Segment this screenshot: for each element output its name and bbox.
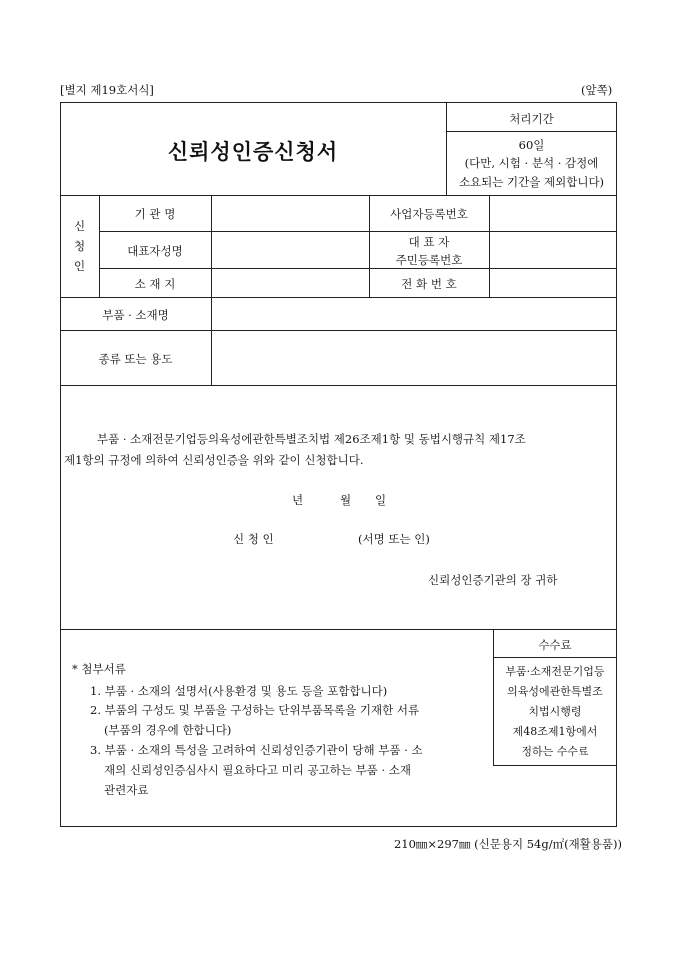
date-year-label: 년 (292, 493, 304, 507)
document-title: 신뢰성인증신청서 (167, 139, 339, 164)
date-day-label: 일 (375, 493, 387, 507)
org-name-label: 기 관 명 (134, 207, 176, 221)
addressee: 신뢰성인증기관의 장 귀하 (428, 573, 558, 587)
org-name-field[interactable] (213, 197, 367, 229)
page-side-label: (앞쪽) (581, 83, 613, 97)
statement-text: 제1항의 규정에 의하여 신뢰성인증을 위와 같이 신청합니다. (64, 453, 364, 467)
date-month-label: 월 (340, 493, 352, 507)
rep-name-label: 대표자성명 (127, 244, 183, 258)
processing-note: (다만, 시험 · 분석 · 감정에 (464, 156, 599, 170)
applicant-signature-label: 신 청 인 (233, 532, 274, 546)
fee-description: 의육성에관한특별조 (507, 685, 603, 698)
paper-spec: 210㎜×297㎜ (신문용지 54g/㎡(재활용품)) (393, 837, 622, 851)
rep-id-label: 대 표 자 (408, 235, 450, 249)
processing-days: 60일 (518, 138, 545, 152)
attachment-item: 1. 부품 · 소재의 설명서(사용환경 및 용도 등을 포함합니다) (90, 684, 388, 698)
rep-id-label: 주민등록번호 (395, 253, 463, 267)
signature-field[interactable] (290, 527, 354, 547)
processing-period-label: 처리기간 (509, 112, 554, 126)
fee-description: 정하는 수수료 (521, 745, 589, 758)
attachment-item: 2. 부품의 구성도 및 부품을 구성하는 단위부품목록을 기재한 서류 (90, 703, 420, 717)
business-reg-label: 사업자등록번호 (390, 207, 468, 221)
attachment-item: 관련자료 (104, 783, 149, 797)
applicant-side-label: 신 (73, 219, 86, 233)
fee-label: 수수료 (538, 638, 572, 652)
fee-description: 제48조제1항에서 (512, 725, 598, 738)
attachment-item: 3. 부품 · 소재의 특성을 고려하여 신뢰성인증기관이 당해 부품 · 소 (90, 743, 423, 757)
attachments-heading: * 첨부서류 (72, 662, 126, 676)
business-reg-field[interactable] (491, 197, 615, 229)
phone-label: 전 화 번 호 (401, 277, 457, 291)
rep-name-field[interactable] (213, 233, 367, 266)
form-number: [별지 제19호서식] (60, 83, 154, 97)
applicant-side-label: 인 (73, 259, 86, 273)
address-label: 소 재 지 (134, 277, 176, 291)
address-field[interactable] (213, 270, 367, 295)
statement-text: 부품 · 소재전문기업등의육성에관한특별조치법 제26조제1항 및 동법시행규칙 제17조 (97, 432, 526, 446)
applicant-side-label: 청 (73, 239, 86, 253)
attachment-item: 재의 신뢰성인증심사시 필요하다고 미리 공고하는 부품 · 소재 (104, 763, 411, 777)
rep-id-field[interactable] (491, 233, 615, 266)
type-use-label: 종류 또는 용도 (98, 352, 173, 366)
type-use-field[interactable] (213, 332, 615, 383)
phone-field[interactable] (491, 270, 615, 295)
processing-note: 소요되는 기간을 제외합니다) (458, 175, 605, 189)
part-name-field[interactable] (213, 299, 615, 328)
part-name-label: 부품 · 소재명 (102, 308, 169, 322)
signature-note: (서명 또는 인) (358, 532, 430, 546)
fee-description: 부품·소재전문기업등 (505, 665, 605, 678)
fee-description: 치법시행령 (528, 705, 582, 718)
attachment-item: (부품의 경우에 한합니다) (104, 723, 232, 737)
